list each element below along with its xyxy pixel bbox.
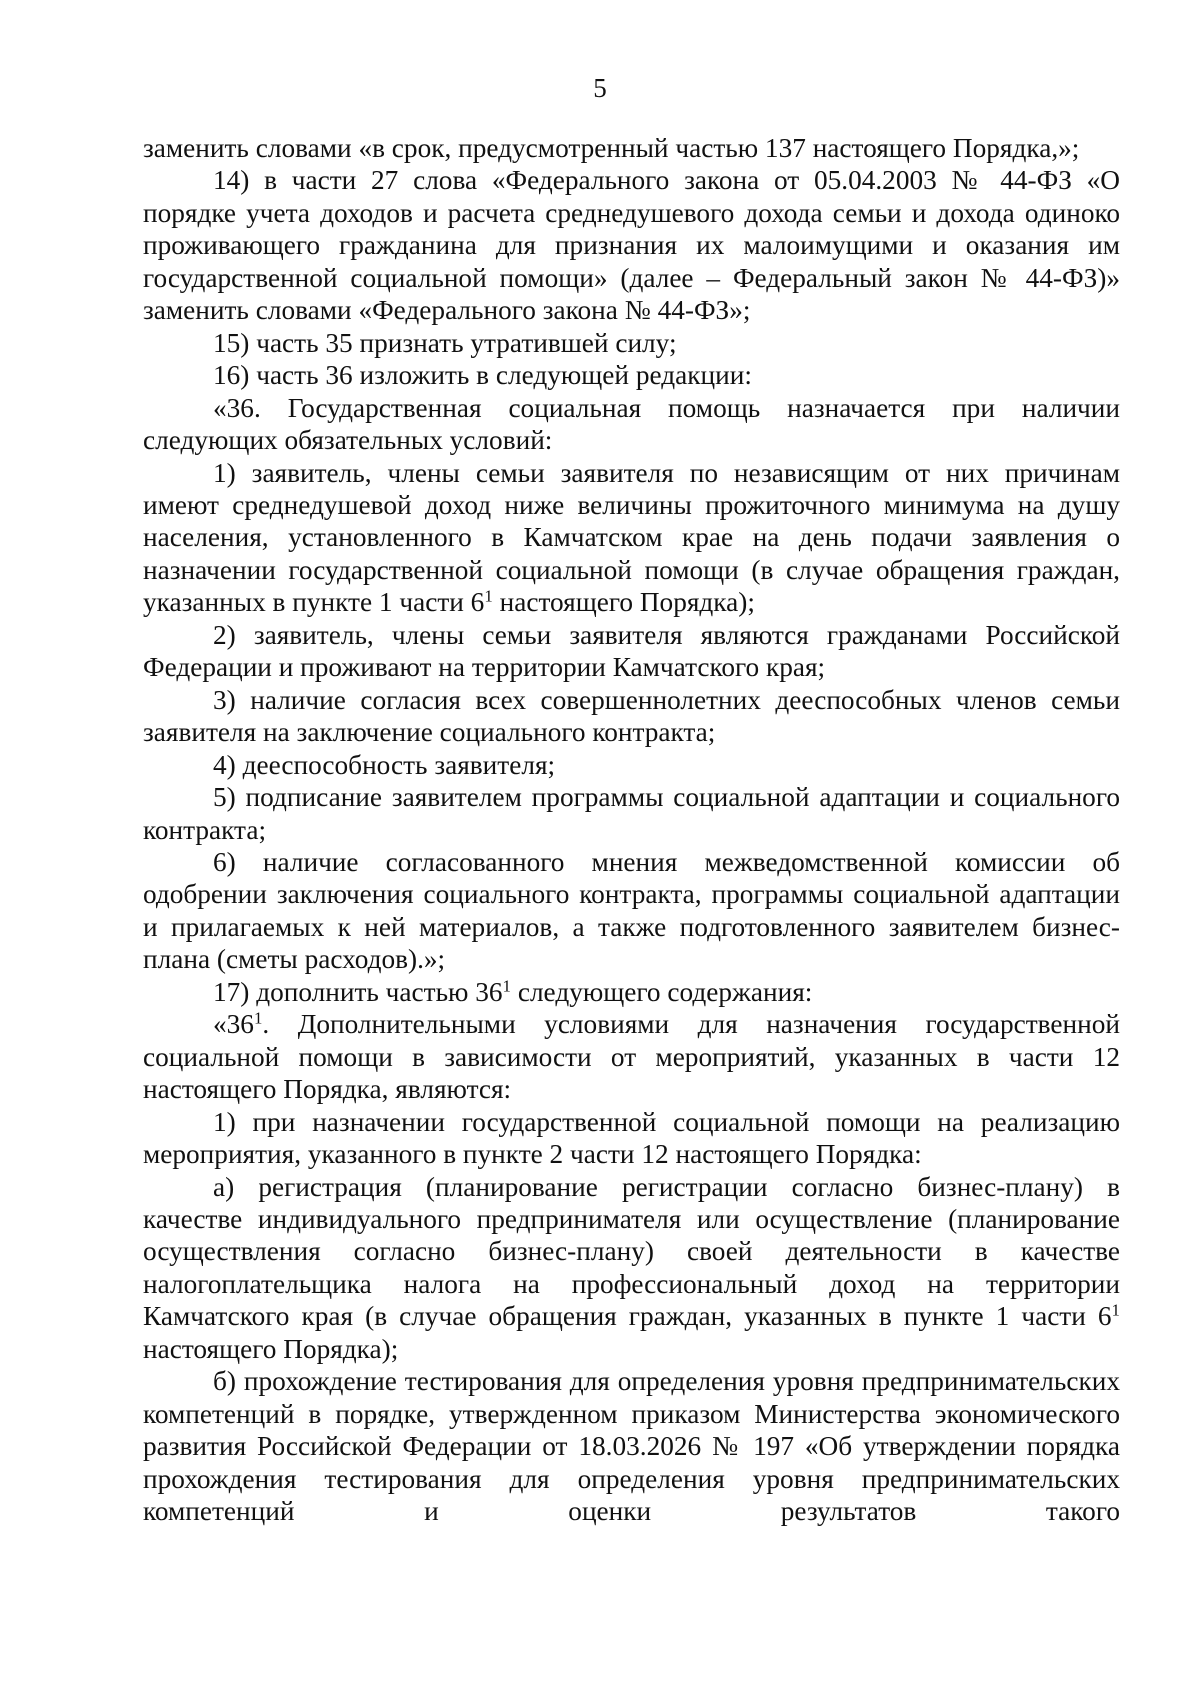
page-number: 5 [593, 73, 607, 103]
paragraph-condition-3: 3) наличие согласия всех совершеннолетних дееспособных членов семьи заявителя на заключение социального контракта; [143, 684, 1120, 748]
paragraph-condition-1: 1) заявитель, члены семьи заявителя по независящим от них причинам имеют среднедушевой доход ниже величины прожиточного минимума на душу населения, установленного в Камчатском крае на день подачи заявления о назначении государственной социальной помощи (в случае обращения граждан, указанных в пункте 1 части $6^1$ настоящего Порядка); [143, 457, 1120, 618]
paragraph-condition-4: 4) дееспособность заявителя; [213, 749, 556, 780]
paragraph-subitem-b: б) прохождение тестирования для определения уровня предпринимательских компетенций в порядке, утвержденном приказом Министерства экономического развития Российской Федерации от 18.03.2026 № 197 «Об утверждении порядка прохождения тестирования для определения уровня предпринимательских компетенций и оценки результатов такого [143, 1366, 1120, 1527]
paragraph-additional-condition-1: 1) при назначении государственной социальной помощи на реализацию мероприятия, указанного в пункте 2 части 12 настоящего Порядка: [143, 1106, 1120, 1170]
paragraph-subitem-a: а) регистрация (планирование регистрации согласно бизнес-плану) в качестве индивидуального предпринимателя или осуществление (планирование осуществления согласно бизнес-плану) своей деятельности в качестве налогоплательщика налога на профессиональный доход на территории Камчатского края (в случае обращения граждан, указанных в пункте 1 части $6^1$ настоящего Порядка); [143, 1171, 1120, 1364]
paragraph-item-14: 14) в части 27 слова «Федерального закона от 05.04.2003 № 44-ФЗ «О порядке учета доходов и расчета среднедушевого дохода семьи и дохода одиноко проживающего гражданина для признания их малоимущими и оказания им государственной социальной помощи» (далее – Федеральный закон № 44-ФЗ)» заменить словами «Федерального закона № 44-ФЗ»; [143, 165, 1120, 326]
paragraph-item-15: 15) часть 35 признать утратившей силу; [213, 327, 677, 358]
paragraph-condition-5: 5) подписание заявителем программы социальной адаптации и социального контракта; [143, 782, 1120, 845]
paragraph-continuation: заменить словами «в срок, предусмотренный частью 137 настоящего Порядка,»; [143, 133, 1080, 163]
paragraph-item-17: 17) дополнить частью $36^1$ следующего содержания: [213, 976, 813, 1007]
paragraph-item-16: 16) часть 36 изложить в следующей редакции: [213, 360, 752, 391]
paragraph-condition-6: 6) наличие согласованного мнения межведомственной комиссии об одобрении заключения социального контракта, программы социальной адаптации и прилагаемых к ней материалов, а также подготовленного заявителем бизнес-плана (сметы расходов).»; [143, 846, 1120, 975]
paragraph-condition-2: 2) заявитель, члены семьи заявителя являются гражданами Российской Федерации и проживают на территории Камчатского края; [143, 619, 1120, 683]
paragraph-part-36-1: «$36^1$. Дополнительными условиями для назначения государственной социальной помощи в зависимости от мероприятий, указанных в части 12 настоящего Порядка, являются: [143, 1008, 1120, 1105]
paragraph-part-36: «36. Государственная социальная помощь назначается при наличии следующих обязательных условий: [143, 392, 1120, 456]
document-body [143, 132, 1120, 1527]
